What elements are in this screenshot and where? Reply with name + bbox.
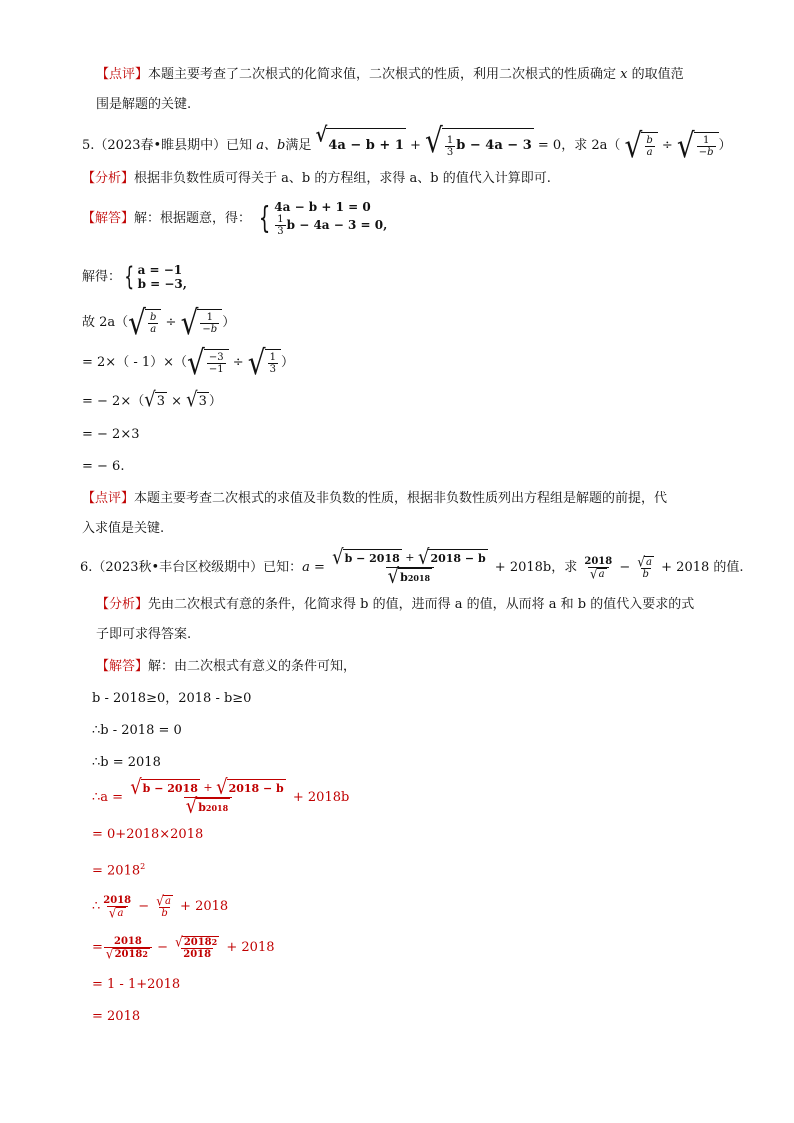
- q5-review-1: [82, 490, 667, 508]
- q6-plus-2018b: + 2018b，求: [494, 560, 578, 575]
- q5-close: ）: [718, 138, 732, 153]
- s4-pre: ∴a =: [92, 790, 124, 805]
- q6-s10: = 2018: [92, 1009, 141, 1024]
- q6-s8: = 2018 √ 2018 2 − √ 2018 2 2018 + 2018: [92, 933, 275, 962]
- q6-s4: [92, 775, 350, 819]
- q5-solve-result: [82, 262, 187, 293]
- sqrt-b-over-a: √ b a: [625, 132, 658, 160]
- s4-fraction: √ b − 2018 + √ 2018 − b √ b 2018: [130, 775, 284, 819]
- review-line-2: 围是解题的关键.: [96, 97, 192, 112]
- q5-mid: 满足: [285, 138, 312, 153]
- sqrt-1-over-minus-b-2: √ 1 −b: [181, 309, 223, 337]
- solution-tag-2: 【解答】: [96, 659, 149, 674]
- q5-ab: a、b: [256, 138, 286, 153]
- sqrt-1-over-minus-b: √ 1 −b: [677, 132, 719, 160]
- review-text: 本题主要考查了二次根式的化简求值，二次根式的性质，利用二次根式的性质确定: [148, 67, 617, 82]
- s8-post: + 2018: [226, 940, 275, 955]
- review-tag-2: 【点评】: [82, 491, 135, 506]
- solution-tag: 【解答】: [82, 211, 135, 226]
- sqrt-expr-1: √ 4a − b + 1: [316, 128, 406, 163]
- sqrt-1-over-3: √ 1 3: [248, 349, 281, 377]
- review-line-1: [96, 66, 684, 84]
- q5-step2: = − 2×（ √ 3 × √ 3 ）: [82, 388, 222, 413]
- q5-review-2: 入求值是关键.: [82, 521, 165, 536]
- review-tag: 【点评】: [96, 67, 149, 82]
- analysis-tag: 【分析】: [82, 171, 135, 186]
- step2-prefix: = − 2×（: [82, 394, 145, 409]
- step1-prefix: = 2×（ - 1）×（: [82, 355, 188, 370]
- q6-tail: + 2018 的值.: [661, 560, 744, 575]
- s7-frac-2: √ a b: [156, 892, 171, 919]
- analysis-tag-2: 【分析】: [96, 597, 149, 612]
- brace-icon-2: {: [124, 262, 135, 292]
- q6-s9: = 1 - 1+2018: [92, 977, 181, 992]
- q6-s3: ∴b = 2018: [92, 755, 161, 770]
- q5-gu-line: 故 2a（ √ b a ÷ √ 1 −b ）: [82, 302, 236, 342]
- q5-prefix: 5.（2023春•睢县期中）已知: [82, 138, 253, 153]
- analysis-text-2: 先由二次根式有意的条件，化简求得 b 的值，进而得 a 的值，从而将 a 和 b 的值代入要求的式: [148, 597, 695, 612]
- q5-solution: [82, 200, 387, 237]
- q5-step4: = − 6.: [82, 459, 125, 474]
- frac-sqrt-a-over-b: √ a b: [637, 553, 653, 580]
- review-text-3: 本题主要考查二次根式的求值及非负数的性质，根据非负数性质列出方程组是解题的前提，代: [134, 491, 668, 506]
- solve-prefix: 解得：: [82, 269, 122, 285]
- q6-prefix: 6.（2023秋•丰台区校级期中）已知：: [80, 560, 303, 575]
- q5-analysis: [82, 170, 551, 188]
- q6-s5: = 0+2018×2018: [92, 827, 204, 842]
- solution-text: 解：根据题意，得：: [134, 211, 252, 226]
- sqrt-neg3-over-neg1: √ −3 −1: [187, 349, 229, 377]
- q6-s1: b - 2018≥0，2018 - b≥0: [92, 691, 252, 706]
- q5-step1: = 2×（ - 1）×（ √ −3 −1 ÷ √ 1 3 ）: [82, 342, 295, 382]
- q5-eq-zero: = 0，求 2a（: [537, 138, 621, 153]
- sqrt-expr-2: √ 1 3 b − 4a − 3: [425, 128, 534, 163]
- brace-icon: {: [258, 200, 271, 236]
- question-5: 5.（2023春•睢县期中）已知 a、b满足 √ 4a − b + 1 + √ 1 3 b − 4a − 3 = 0，求 2a（ √ b a ÷ √ 1 −b ）: [82, 120, 732, 165]
- s7-frac-1: 2018 √ a: [103, 894, 132, 921]
- q6-s7: ∴ 2018 √ a − √ a b + 2018: [92, 892, 229, 921]
- s8-frac-1: 2018 √ 2018 2: [104, 936, 152, 960]
- frac-2018-over-sqrt-a: 2018 √ a: [584, 555, 613, 582]
- q6-s2: ∴b - 2018 = 0: [92, 723, 182, 738]
- q5-step3: = − 2×3: [82, 427, 140, 442]
- var-x: x: [620, 67, 628, 82]
- s4-post: + 2018b: [292, 790, 350, 805]
- review-text-2: 的取值范: [631, 67, 684, 82]
- q6-analysis-1: [96, 596, 694, 614]
- question-6: 6.（2023秋•丰台区校级期中）已知：a = √ b − 2018 + √ 2018 − b √ b 2018 + 2018b，求 2018 √ a − √ a b + 2018 的值.: [80, 545, 744, 589]
- equation-system: 4a − b + 1 = 0 $\frac{1}{3}$ b − 4a − 3 = 0,: [274, 200, 388, 237]
- q6-main-fraction: √ b − 2018 + √ 2018 − b √ b 2018: [332, 545, 486, 589]
- q6-s6: = $2018^2$: [92, 862, 146, 879]
- solution-system: a = −1 b = −3,: [137, 263, 187, 291]
- q6-analysis-2: 子即可求得答案.: [96, 627, 192, 642]
- q6-solution: [96, 658, 356, 676]
- gu-prefix: 故 2a（: [82, 315, 129, 330]
- s8-frac-2: √ 2018 2 2018: [175, 933, 218, 960]
- sqrt-3-a: √ 3: [144, 388, 165, 413]
- solution-text-2: 解：由二次根式有意义的条件可知，: [148, 659, 357, 674]
- sqrt-b-over-a-2: √ b a: [128, 309, 161, 337]
- analysis-text: 根据非负数性质可得关于 a、b 的方程组，求得 a、b 的值代入计算即可.: [134, 171, 551, 186]
- sqrt-3-b: √ 3: [186, 388, 207, 413]
